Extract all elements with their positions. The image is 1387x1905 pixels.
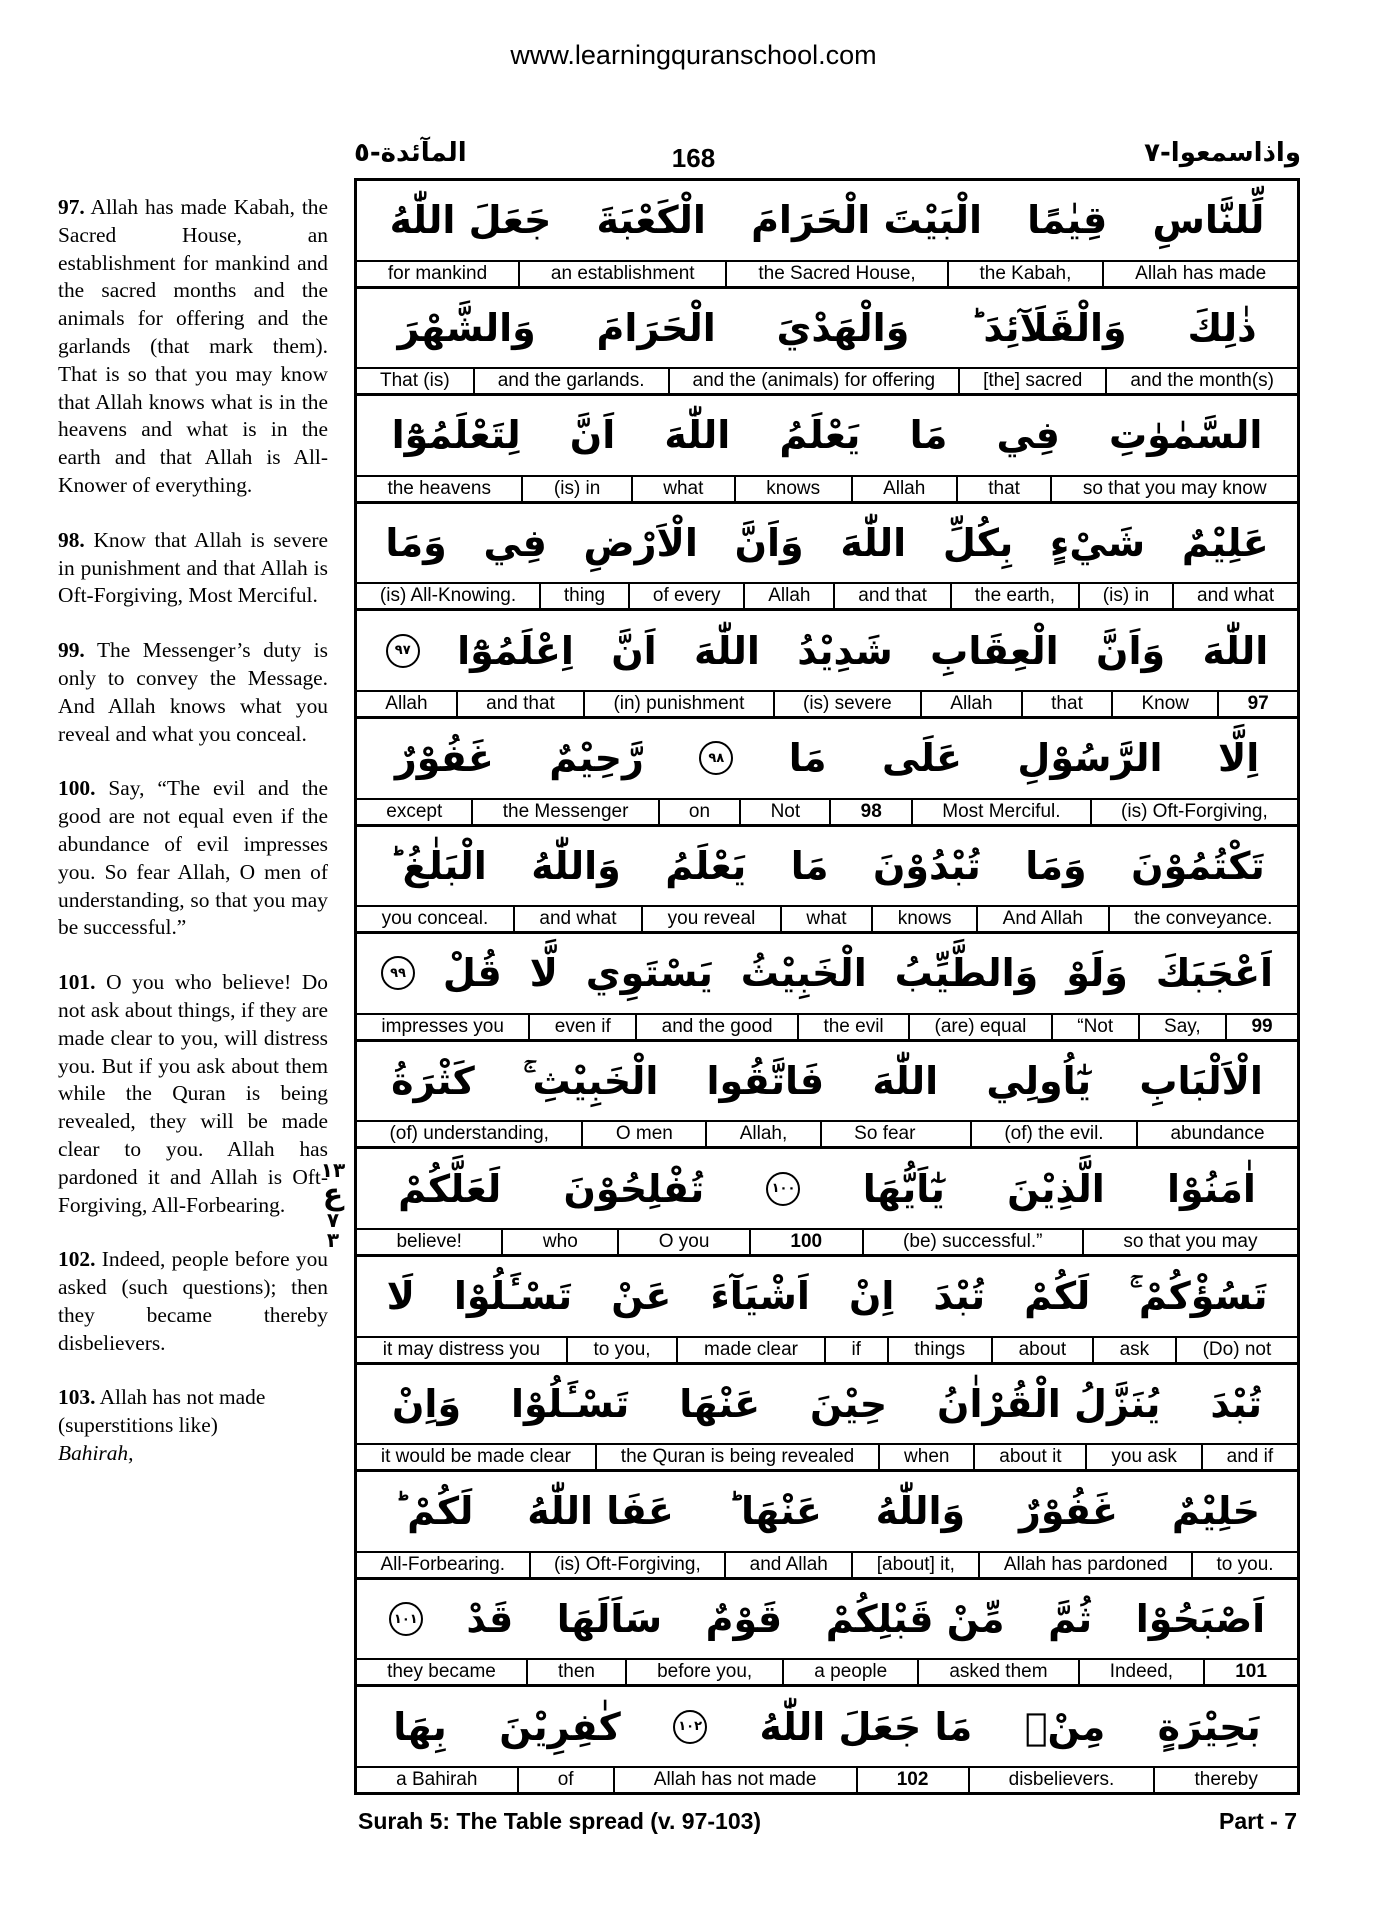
arabic-word: تُبْدُوْنَ xyxy=(872,843,981,888)
translation-row xyxy=(357,907,1297,934)
arabic-word: تُبْدَ xyxy=(1210,1381,1263,1426)
arabic-row xyxy=(357,827,1297,908)
translation-cell: of every xyxy=(628,584,743,608)
arabic-word: يُنَزَّلُ الْقُرْاٰنُ xyxy=(937,1381,1161,1426)
translation-cell: and if xyxy=(1201,1445,1297,1469)
arabic-word: الْحَرَامَ xyxy=(596,305,716,350)
verse-note-number: 99. xyxy=(58,638,85,663)
translation-cell: what xyxy=(631,477,734,501)
arabic-word: حِيْنَ xyxy=(809,1381,888,1426)
verse-note-number: 97. xyxy=(58,195,85,219)
translation-cell: believe! xyxy=(396,1230,462,1252)
arabic-word: عَنْ xyxy=(611,1274,672,1319)
cell-gap xyxy=(948,1122,970,1146)
arabic-word: يَسْتَوِي xyxy=(585,951,713,996)
translation-cell: when xyxy=(878,1445,973,1469)
translation-cell: ask xyxy=(1092,1338,1175,1362)
translation-cell: (is) in xyxy=(521,477,630,501)
arabic-word: يٰٓاُولِي xyxy=(986,1059,1092,1104)
verse-number-cell: 100 xyxy=(749,1230,862,1254)
translation-cell: before you, xyxy=(625,1660,782,1684)
translation-row xyxy=(357,477,1297,504)
translation-cell: (is) Oft-Forgiving, xyxy=(529,1553,725,1577)
arabic-word: كٰفِرِيْنَ xyxy=(499,1704,621,1749)
translation-cell: (of) the evil. xyxy=(970,1122,1136,1146)
arabic-word: اللّٰهَ xyxy=(872,1059,939,1104)
arabic-row xyxy=(357,1687,1297,1768)
verse-note-text: Know that Allah is severe in punishment and that Allah is Oft-Forgiving, Most Merciful. xyxy=(58,527,328,608)
arabic-word: تُبْدَ xyxy=(933,1274,986,1319)
arabic-word: لَّا xyxy=(529,951,558,996)
verse-note-number: 103. xyxy=(58,1385,96,1410)
arabic-word: مِّنْ قَبْلِكُمْ xyxy=(825,1597,1005,1642)
footer-part: Part - 7 xyxy=(1219,1808,1297,1834)
translation-cell: “Not xyxy=(1051,1015,1138,1039)
translation-cell: thereby xyxy=(1153,1768,1297,1792)
arabic-word: غَفُوْرٌ xyxy=(1018,1489,1118,1534)
arabic-word: اَعْجَبَكَ xyxy=(1155,951,1274,996)
translation-cell: that xyxy=(1021,692,1111,716)
translation-cell: even if xyxy=(528,1015,635,1039)
arabic-word: اَشْيَآءَ xyxy=(710,1274,810,1319)
translation-row xyxy=(357,692,1297,719)
arabic-word: اِلَّا xyxy=(1217,736,1260,781)
translation-cell: made clear xyxy=(676,1338,823,1362)
translation-cell: Allah has pardoned xyxy=(978,1553,1191,1577)
translation-cell: the conveyance. xyxy=(1108,907,1298,931)
arabic-row xyxy=(357,504,1297,585)
translation-cell: so that you may xyxy=(1082,1230,1297,1254)
translation-cell: and the month(s) xyxy=(1105,369,1297,393)
arabic-word: يٰٓاَيُّهَا xyxy=(862,1166,945,1211)
translation-cell: you ask xyxy=(1085,1445,1200,1469)
arabic-word: لَكُمْ ؕ xyxy=(393,1489,474,1534)
verse-end-marker-icon: ٩٨ xyxy=(699,741,733,775)
translation-cell: thing xyxy=(539,584,628,608)
translation-cell: if xyxy=(824,1338,887,1362)
arabic-word: اللّٰهَ xyxy=(664,413,731,458)
arabic-word: كَثْرَةُ xyxy=(391,1059,475,1104)
translation-row xyxy=(357,1445,1297,1472)
arabic-word: لَكُمْ xyxy=(1024,1274,1091,1319)
arabic-word: تَكْتُمُوْنَ xyxy=(1131,843,1265,888)
translation-cell: of xyxy=(517,1768,613,1792)
translation-cell: the evil xyxy=(797,1015,908,1039)
arabic-word: اَنَّ xyxy=(611,628,657,673)
translation-cell: Allah xyxy=(851,477,956,501)
translation-cell: the heavens xyxy=(387,477,491,499)
translation-cell: All-Forbearing. xyxy=(380,1553,506,1575)
translation-cell: so that you may know xyxy=(1050,477,1297,501)
translation-row xyxy=(357,800,1297,827)
arabic-row xyxy=(357,1257,1297,1338)
translation-cell: and what xyxy=(513,907,641,931)
footer-surah-title: Surah 5: The Table spread (v. 97-103) xyxy=(358,1808,762,1834)
arabic-word: اللّٰهَ xyxy=(840,521,907,566)
arabic-word: شَيْءٍ xyxy=(1049,521,1146,566)
arabic-word: الْخَبِيْثُ xyxy=(740,951,867,996)
verse-note-italic: Bahirah, xyxy=(58,1441,134,1466)
ruku-symbol: ع xyxy=(322,1177,344,1212)
translation-cell: Allah has made xyxy=(1102,262,1297,286)
translation-cell: and the good xyxy=(635,1015,797,1039)
arabic-word: سَاَلَهَا xyxy=(556,1597,663,1642)
translation-cell: Most Merciful. xyxy=(911,800,1090,824)
verse-note-number: 100. xyxy=(58,776,96,801)
translation-cell: O men xyxy=(581,1122,705,1146)
translation-cell: then xyxy=(526,1660,625,1684)
arabic-word: اِنْ xyxy=(848,1274,895,1319)
translation-cell: about xyxy=(991,1338,1092,1362)
translation-cell: That (is) xyxy=(380,370,450,392)
arabic-word: اٰمَنُوْا xyxy=(1166,1166,1256,1211)
arabic-row xyxy=(357,934,1297,1015)
translation-cell: (in) punishment xyxy=(583,692,773,716)
verse-end-marker-icon: ١٠٢ xyxy=(673,1710,707,1744)
translation-cell: and that xyxy=(456,692,583,716)
translation-row xyxy=(357,369,1297,396)
translation-cell: asked them xyxy=(917,1660,1077,1684)
arabic-word: تَسْـَٔلُوْا xyxy=(511,1381,630,1426)
verse-number-cell: 99 xyxy=(1225,1015,1297,1039)
translation-row xyxy=(357,262,1297,289)
translation-cell: Know xyxy=(1111,692,1217,716)
arabic-word: وَمَا xyxy=(1025,843,1087,888)
arabic-word: اِعْلَمُوْٓا xyxy=(457,628,574,673)
translation-cell: the Sacred House, xyxy=(725,262,946,286)
translation-cell: (Do) not xyxy=(1175,1338,1297,1362)
translation-cell: and the (animals) for offering xyxy=(668,369,959,393)
arabic-word: بِهَا xyxy=(393,1704,447,1749)
verse-note-102 xyxy=(58,1246,328,1357)
translation-cell: they became xyxy=(387,1661,496,1683)
verse-note-text: Say, “The evil and the good are not equal even if the abundance of evil impresses you. So fear Allah, O men of understanding, so that you may be successful.” xyxy=(58,776,328,940)
verse-note-97 xyxy=(58,194,328,500)
arabic-row xyxy=(357,396,1297,477)
translation-cell: to you, xyxy=(566,1338,677,1362)
translation-cell: things xyxy=(887,1338,991,1362)
verse-note-100 xyxy=(58,775,328,942)
translation-cell: and that xyxy=(833,584,949,608)
verse-note-text: Allah has not made (superstitions like) xyxy=(58,1385,266,1438)
translation-cell: Allah has not made xyxy=(613,1768,856,1792)
arabic-word: تَسْـَٔلُوْا xyxy=(453,1274,573,1319)
arabic-word: وَمَا xyxy=(385,521,447,566)
arabic-word: الْاَلْبَابِ xyxy=(1139,1059,1263,1104)
arabic-word: فَاتَّقُوا xyxy=(706,1059,825,1104)
arabic-word: وَاللّٰهُ xyxy=(875,1489,966,1534)
arabic-word: وَاللّٰهُ xyxy=(531,843,621,888)
arabic-word: اَصْبَحُوْا xyxy=(1135,1597,1266,1642)
translation-cell: (be) successful.” xyxy=(862,1230,1082,1254)
arabic-word: مَا xyxy=(909,413,948,458)
arabic-word: جَعَلَ اللّٰهُ xyxy=(389,198,552,243)
arabic-row xyxy=(357,719,1297,800)
translation-cell: (of) understanding, xyxy=(389,1123,549,1145)
arabic-word: اللّٰهَ xyxy=(694,628,760,673)
arabic-word: لَا xyxy=(386,1274,415,1319)
arabic-word: ذٰلِكَ xyxy=(1187,305,1257,350)
verse-note-103 xyxy=(58,1384,328,1467)
translation-cell: a Bahirah xyxy=(396,1768,478,1790)
arabic-word: قَدْ xyxy=(466,1597,514,1642)
translation-row xyxy=(357,1660,1297,1687)
translation-column xyxy=(58,194,328,1468)
translation-row xyxy=(357,1230,1297,1257)
arabic-word: حَلِيْمٌ xyxy=(1171,1489,1261,1534)
arabic-word: مَا جَعَلَ اللّٰهُ xyxy=(759,1704,973,1749)
arabic-word: شَدِيْدُ xyxy=(797,628,893,673)
translation-row xyxy=(357,1015,1297,1042)
arabic-word: السَّمٰوٰتِ xyxy=(1108,413,1263,458)
arabic-row xyxy=(357,181,1297,262)
translation-cell: the earth, xyxy=(950,584,1078,608)
verse-end-marker-icon: ١٠١ xyxy=(389,1602,423,1636)
arabic-row xyxy=(357,611,1297,692)
page-number: 168 xyxy=(671,143,716,173)
translation-cell: that xyxy=(956,477,1051,501)
translation-row xyxy=(357,1338,1297,1365)
translation-cell: Say, xyxy=(1138,1015,1225,1039)
arabic-word: الْعِقَابِ xyxy=(930,628,1059,673)
translation-cell: [about] it, xyxy=(851,1553,978,1577)
arabic-word: ثُمَّ xyxy=(1048,1597,1093,1642)
arabic-word: عَفَا اللّٰهُ xyxy=(527,1489,674,1534)
arabic-word: وَاِنْ xyxy=(392,1381,462,1426)
arabic-word: عَنْهَا xyxy=(679,1381,761,1426)
translation-row xyxy=(357,1553,1297,1580)
arabic-word: لِتَعْلَمُوْٓا xyxy=(391,413,521,458)
translation-cell: (is) Oft-Forgiving, xyxy=(1090,800,1297,824)
verse-end-marker-icon: ٩٩ xyxy=(381,956,415,990)
translation-cell: except xyxy=(386,800,443,822)
translation-cell: knows xyxy=(734,477,851,501)
translation-cell: Allah, xyxy=(705,1122,819,1146)
verse-note-text: Allah has made Kabah, the Sacred House, an establishment for mankind and the sacred months and the animals for offering and the garlands (that mark them). That is so that you may know that Allah knows what is in the heavens and what is in the earth and that Allah is All-Knower of everything. xyxy=(58,195,329,497)
arabic-row xyxy=(357,1042,1297,1123)
translation-cell: knows xyxy=(871,907,976,931)
translation-cell: about it xyxy=(973,1445,1085,1469)
arabic-word: بَحِيْرَةٍ xyxy=(1157,1704,1261,1749)
translation-cell: Allah xyxy=(385,692,428,714)
translation-cell: and what xyxy=(1172,584,1297,608)
arabic-word: قُلْ xyxy=(442,951,502,996)
verse-note-101 xyxy=(58,969,328,1219)
translation-cell: you reveal xyxy=(641,907,780,931)
arabic-word: قِيٰمًا xyxy=(1027,198,1108,243)
arabic-word: الْاَرْضِ xyxy=(583,521,698,566)
ruku-top: ١٣ xyxy=(320,1158,346,1182)
arabic-word: وَالْقَلَآئِدَ ؕ xyxy=(970,305,1127,350)
translation-cell: the Quran is being revealed xyxy=(595,1445,878,1469)
translation-cell: O you xyxy=(617,1230,749,1254)
verse-note-number: 102. xyxy=(58,1247,96,1272)
translation-cell: Not xyxy=(739,800,829,824)
translation-cell: you conceal. xyxy=(381,908,489,930)
translation-row xyxy=(357,1768,1297,1792)
translation-cell: Allah xyxy=(920,692,1021,716)
translation-row xyxy=(357,584,1297,611)
ruku-number: ٧ xyxy=(326,1208,340,1232)
translation-cell: So fear xyxy=(820,1122,948,1146)
arabic-word: يَعْلَمُ xyxy=(779,413,861,458)
translation-cell: on xyxy=(658,800,740,824)
arabic-word: وَاَنَّ xyxy=(1096,628,1166,673)
translation-cell: disbelievers. xyxy=(968,1768,1154,1792)
ruku-marker-icon xyxy=(318,1160,348,1250)
arabic-word: الَّذِيْنَ xyxy=(1007,1166,1105,1211)
arabic-word: الْكَعْبَةَ xyxy=(596,198,706,243)
verse-note-number: 98. xyxy=(58,527,85,552)
arabic-word: الْبَيْتَ الْحَرَامَ xyxy=(751,198,983,243)
translation-cell: Allah xyxy=(743,584,833,608)
arabic-row xyxy=(357,1580,1297,1661)
translation-cell: (is) in xyxy=(1078,584,1172,608)
translation-cell: abundance xyxy=(1136,1122,1297,1146)
translation-cell: and the garlands. xyxy=(473,369,668,393)
arabic-word: فِي xyxy=(483,521,547,566)
arabic-word: تُفْلِحُوْنَ xyxy=(563,1166,705,1211)
ruku-bottom: ٣ xyxy=(326,1228,340,1252)
arabic-word: وَلَوْ xyxy=(1066,951,1128,996)
arabic-word: وَالشَّهْرَ xyxy=(397,305,536,350)
translation-cell: an establishment xyxy=(518,262,725,286)
verse-end-marker-icon: ٩٧ xyxy=(386,634,420,668)
arabic-word: وَالطَّيِّبُ xyxy=(894,951,1039,996)
translation-cell: And Allah xyxy=(976,907,1107,931)
translation-cell: [the] sacred xyxy=(958,369,1105,393)
verse-number-cell: 101 xyxy=(1203,1660,1297,1684)
translation-row xyxy=(357,1122,1297,1149)
arabic-word: الْبَلٰغُ ؕ xyxy=(389,843,487,888)
arabic-word: رَّحِيْمٌ xyxy=(549,736,644,781)
arabic-word: قَوْمٌ xyxy=(705,1597,783,1642)
verse-note-99 xyxy=(58,637,328,748)
translation-cell: a people xyxy=(782,1660,917,1684)
word-by-word-table xyxy=(354,178,1300,1795)
translation-cell: Indeed, xyxy=(1078,1660,1204,1684)
translation-cell: who xyxy=(501,1230,617,1254)
translation-cell: it would be made clear xyxy=(380,1446,571,1468)
translation-cell: it may distress you xyxy=(382,1338,541,1360)
translation-cell: (are) equal xyxy=(908,1015,1051,1039)
translation-cell: (is) severe xyxy=(773,692,920,716)
translation-cell: what xyxy=(780,907,871,931)
arabic-word: وَاَنَّ xyxy=(734,521,804,566)
arabic-word: مَا xyxy=(788,736,827,781)
verse-note-number: 101. xyxy=(58,970,96,995)
arabic-word: لَعَلَّكُمْ xyxy=(398,1166,502,1211)
arabic-word: اَنَّ xyxy=(569,413,616,458)
arabic-word: لِّلنَّاسِ xyxy=(1152,198,1265,243)
arabic-word: عَنْهَا ؕ xyxy=(727,1489,822,1534)
arabic-word: اللّٰهَ xyxy=(1202,628,1269,673)
arabic-row xyxy=(357,1472,1297,1553)
verse-note-text: The Messenger’s duty is only to convey the Message. And Allah knows what you reveal and what you conceal. xyxy=(58,638,328,746)
arabic-row xyxy=(357,1149,1297,1230)
arabic-row xyxy=(357,1365,1297,1446)
translation-cell: and Allah xyxy=(724,1553,851,1577)
juz-name-arabic: واذاسمعوا-٧ xyxy=(1144,138,1301,168)
surah-name-arabic: المآئدة-٥ xyxy=(354,138,467,168)
arabic-word: فِي xyxy=(996,413,1060,458)
translation-cell: for mankind xyxy=(387,262,488,284)
verse-note-98 xyxy=(58,527,328,610)
arabic-word: غَفُوْرٌ xyxy=(394,736,494,781)
verse-note-text: Indeed, people before you asked (such questions); then they became thereby disbelievers. xyxy=(58,1247,328,1355)
verse-number-cell: 98 xyxy=(829,800,911,824)
arabic-word: الرَّسُوْلِ xyxy=(1017,736,1163,781)
translation-cell: impresses you xyxy=(381,1015,504,1037)
translation-cell: the Messenger xyxy=(471,800,657,824)
arabic-word: عَلَى xyxy=(882,736,962,781)
verse-end-marker-icon: ١٠٠ xyxy=(766,1172,800,1206)
translation-cell: to you. xyxy=(1191,1553,1297,1577)
arabic-word: يَعْلَمُ xyxy=(665,843,747,888)
arabic-word: مَا xyxy=(790,843,829,888)
arabic-row xyxy=(357,289,1297,370)
arabic-word: بِكُلِّ xyxy=(942,521,1014,566)
verse-note-text: O you who believe! Do not ask about things, if they are made clear to you, will distress you. But if you ask about them while the Quran is being revealed, they will be made clear to you. Allah has pardoned it and Allah is Oft-Forgiving, All-Forbearing. xyxy=(58,970,328,1217)
verse-number-cell: 97 xyxy=(1217,692,1297,716)
arabic-word: مِنْۢ xyxy=(1024,1704,1106,1749)
arabic-word: وَالْهَدْيَ xyxy=(776,305,910,350)
site-url[interactable]: www.learningquranschool.com xyxy=(510,40,877,70)
arabic-word: تَسُؤْكُمْ ۚ xyxy=(1129,1273,1268,1318)
translation-cell: (is) All-Knowing. xyxy=(379,585,517,607)
arabic-word: عَلِيْمٌ xyxy=(1181,521,1269,566)
arabic-word: الْخَبِيْثِ ۚ xyxy=(522,1058,659,1103)
translation-cell: the Kabah, xyxy=(947,262,1103,286)
verse-number-cell: 102 xyxy=(856,1768,968,1792)
